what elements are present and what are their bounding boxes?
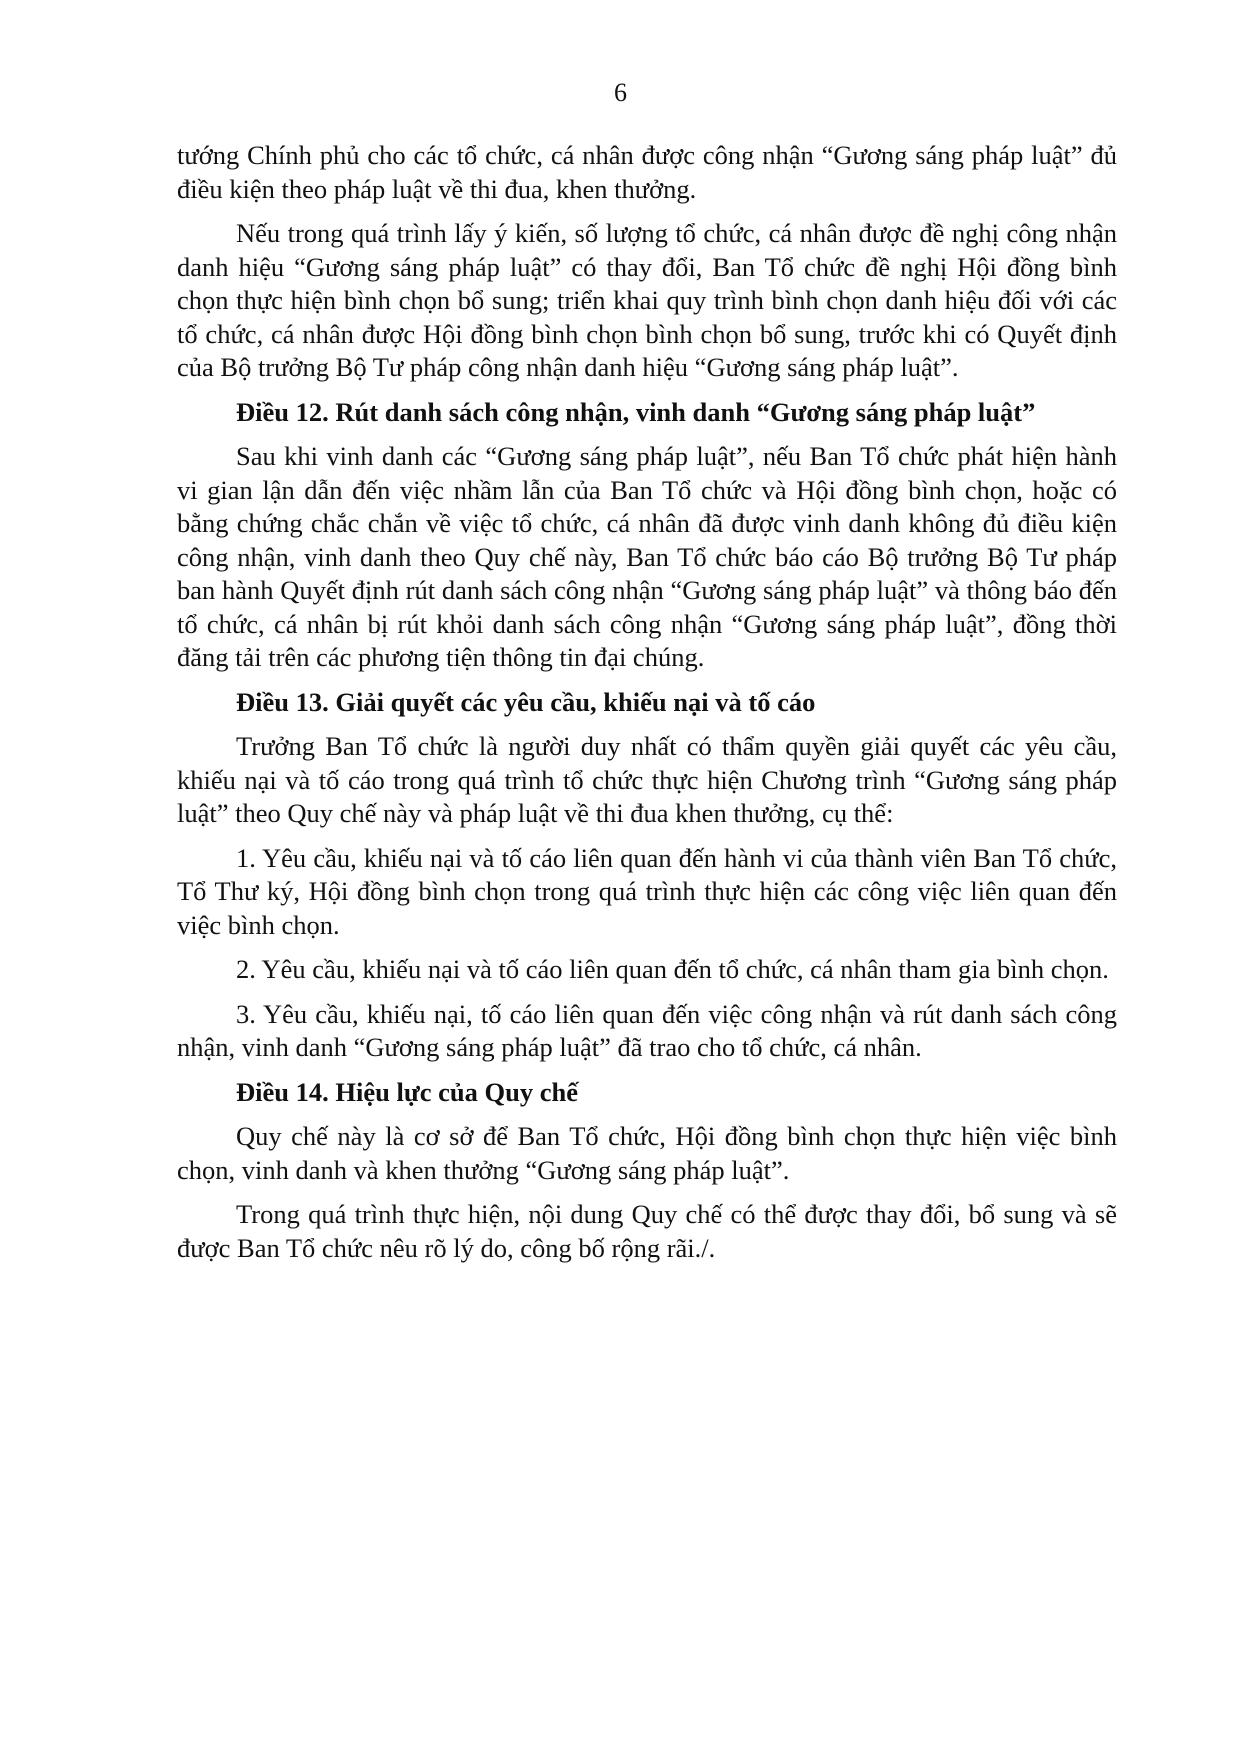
article-14-heading: Điều 14. Hiệu lực của Quy chế — [236, 1076, 578, 1107]
page-number: 6 — [614, 78, 627, 107]
paragraph-continuation: tướng Chính phủ cho các tổ chức, cá nhân được công nhận “Gương sáng pháp luật” đủ điều kiện theo pháp luật về thi đua, khen thưởng. — [177, 140, 1117, 204]
paragraph: Quy chế này là cơ sở để Ban Tổ chức, Hội đồng bình chọn thực hiện việc bình chọn, vinh danh và khen thưởng “Gương sáng pháp luật”. — [177, 1121, 1117, 1185]
paragraph: Trưởng Ban Tổ chức là người duy nhất có thẩm quyền giải quyết các yêu cầu, khiếu nại và tố cáo trong quá trình tổ chức thực hiện Chương trình “Gương sáng pháp luật” theo Quy chế này và pháp luật về thi đua khen thưởng, cụ thể: — [177, 731, 1117, 828]
article-12-heading: Điều 12. Rút danh sách công nhận, vinh danh “Gương sáng pháp luật” — [236, 396, 1036, 427]
page-body — [177, 139, 1117, 1276]
article-13-heading: Điều 13. Giải quyết các yêu cầu, khiếu nại và tố cáo — [236, 686, 816, 717]
list-item-1: 1. Yêu cầu, khiếu nại và tố cáo liên quan đến hành vi của thành viên Ban Tổ chức, Tổ Thư ký, Hội đồng bình chọn trong quá trình thực hiện các công việc liên quan đến việc bình chọn. — [177, 842, 1117, 940]
list-item-2: 2. Yêu cầu, khiếu nại và tố cáo liên quan đến tổ chức, cá nhân tham gia bình chọn. — [236, 954, 1109, 984]
paragraph: Trong quá trình thực hiện, nội dung Quy chế có thể được thay đổi, bổ sung và sẽ được Ban Tổ chức nêu rõ lý do, công bố rộng rãi./. — [177, 1199, 1117, 1263]
paragraph: Sau khi vinh danh các “Gương sáng pháp luật”, nếu Ban Tổ chức phát hiện hành vi gian lận dẫn đến việc nhầm lẫn của Ban Tổ chức và Hội đồng bình chọn, hoặc có bằng chứng chắc chắn về việc tổ chức, cá nhân đã được vinh danh không đủ điều kiện công nhận, vinh danh theo Quy chế này, Ban Tổ chức báo cáo Bộ trưởng Bộ Tư pháp ban hành Quyết định rút danh sách công nhận “Gương sáng pháp luật” và thông báo đến tổ chức, cá nhân bị rút khỏi danh sách công nhận “Gương sáng pháp luật”, đồng thời đăng tải trên các phương tiện thông tin đại chúng. — [177, 441, 1117, 672]
paragraph: Nếu trong quá trình lấy ý kiến, số lượng tổ chức, cá nhân được đề nghị công nhận danh hiệu “Gương sáng pháp luật” có thay đổi, Ban Tổ chức đề nghị Hội đồng bình chọn thực hiện bình chọn bổ sung; triển khai quy trình bình chọn danh hiệu đối với các tổ chức, cá nhân được Hội đồng bình chọn bình chọn bổ sung, trước khi có Quyết định của Bộ trưởng Bộ Tư pháp công nhận danh hiệu “Gương sáng pháp luật”. — [177, 218, 1117, 382]
list-item-3: 3. Yêu cầu, khiếu nại, tố cáo liên quan đến việc công nhận và rút danh sách công nhận, vinh danh “Gương sáng pháp luật” đã trao cho tổ chức, cá nhân. — [177, 998, 1117, 1062]
